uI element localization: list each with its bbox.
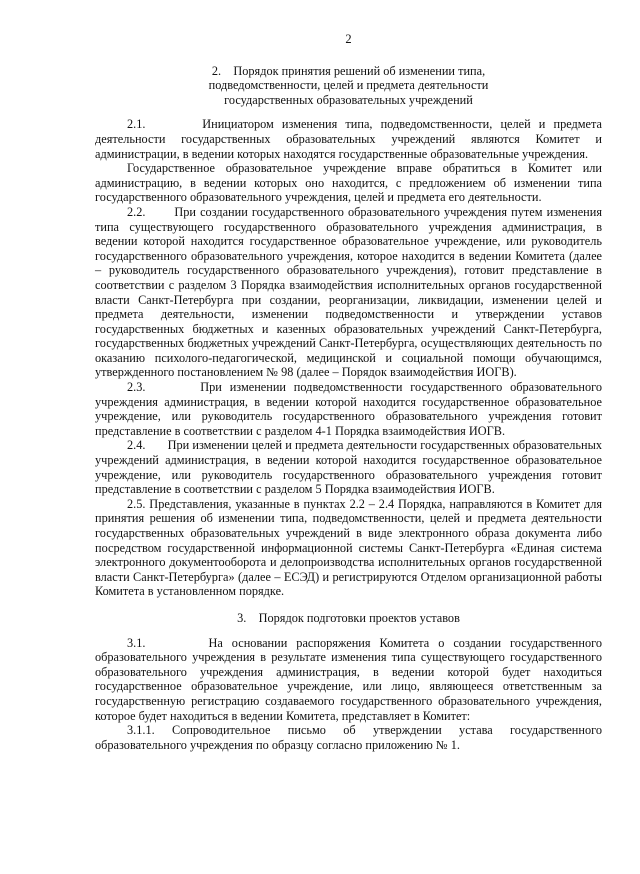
paragraph-2-1-continued: Государственное образовательное учреждение вправе обратиться в Комитет или администрацию, в ведении которых оно находится, с предложением об изменении типа государственного образовательного учреждения, целей и предмета его деятельности. (95, 161, 602, 205)
section-2-heading-line: государственных образовательных учреждений (224, 92, 473, 107)
paragraph-2-3: 2.3. При изменении подведомственности государственного образовательного учреждения администрация, в ведении которой находится государственное образовательное учреждение, или руководитель государственного образовательного учреждения готовит представление в соответствии с разделом 4-1 Порядка взаимодействия ИОГВ. (95, 380, 602, 438)
paragraph-3-1: 3.1. На основании распоряжения Комитета о создании государственного образовательного учреждения в результате изменения типа существующего государственного образовательного учреждения администрация, в ведении которой будет находиться государственное образовательное учреждение, или лицо, являющееся ответственным за государственную регистрацию создаваемого государственного образовательного учреждения, которое будет находиться в ведении Комитета, представляет в Комитет: (95, 635, 602, 723)
paragraph-2-5: 2.5. Представления, указанные в пунктах 2.2 – 2.4 Порядка, направляются в Комитет для принятия решения об изменении типа, подведомственности, целей и предмета деятельности государственных образовательных учреждений в виде электронного образа документа либо посредством государственной информационной системы Санкт-Петербурга «Единая система электронного документооборота и делопроизводства исполнительных органов государственной власти Санкт-Петербурга» (далее – ЕСЭД) и регистрируются Отделом организационной работы Комитета в установленном порядке. (95, 496, 602, 599)
section-2-heading-line: подведомственности, целей и предмета деятельности (208, 78, 489, 93)
page-number: 2 (345, 32, 352, 46)
section-2-heading (95, 64, 602, 108)
section-3-heading (95, 611, 602, 626)
paragraph-2-1: 2.1. Инициатором изменения типа, подведомственности, целей и предмета деятельности государственных образовательных учреждений являются Комитет и администрации, в ведении которых находятся государственные образовательные учреждения. (95, 117, 602, 161)
document-page (95, 32, 602, 752)
paragraph-2-4: 2.4. При изменении целей и предмета деятельности государственных образовательных учреждений администрация, в ведении которой находится государственное образовательное учреждение, или руководитель государственного образовательного учреждения готовит представление в соответствии с разделом 5 Порядка взаимодействия ИОГВ. (95, 438, 602, 497)
section-3-heading-line: 3. Порядок подготовки проектов уставов (237, 610, 460, 625)
section-2-heading-line: 2. Порядок принятия решений об изменении типа, (211, 63, 486, 78)
paragraph-2-2: 2.2. При создании государственного образовательного учреждения путем изменения типа существующего государственного образовательного учреждения администрация, в ведении которой находится государственное образовательное учреждение, или руководитель государственного образовательного учреждения, которое находится в ведении Комитета (далее – руководитель государственного образовательного учреждения), готовит представление в соответствии с разделом 3 Порядка взаимодействия исполнительных органов государственной власти Санкт-Петербурга при создании, реорганизации, ликвидации, изменении целей и предмета деятельности, изменении подведомственности и утверждении уставов государственных бюджетных и казенных образовательных учреждений Санкт-Петербурга, государственных бюджетных учреждений Санкт-Петербурга, осуществляющих деятельность по оказанию психолого-педагогической, медицинской и социальной помощи обучающимся, утвержденного постановлением № 98 (далее – Порядок взаимодействия ИОГВ). (95, 204, 602, 380)
paragraph-3-1-1: 3.1.1. Сопроводительное письмо об утверждении устава государственного образовательного учреждения по образцу согласно приложению № 1. (95, 723, 602, 752)
